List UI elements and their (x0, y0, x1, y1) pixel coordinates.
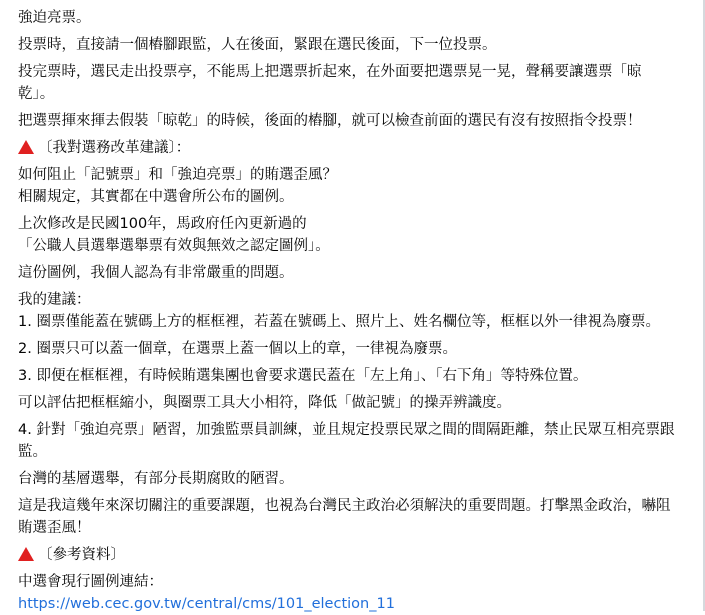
text-line: 賄選歪風！ (18, 520, 91, 536)
post-paragraph (18, 34, 685, 56)
post-paragraph (18, 289, 685, 333)
post-paragraph (18, 571, 685, 615)
text-line: 乾」。 (18, 86, 55, 102)
text-line: 如何阻止「記號票」和「強迫亮票」的賄選歪風？ (18, 167, 337, 183)
text-line: 1. 圈票僅能蓋在號碼上方的框框裡，若蓋在號碼上、照片上、姓名欄位等，框框以外一律視為廢票。 (18, 314, 660, 330)
text-line: 台灣的基層選舉，有部分長期腐敗的陋習。 (18, 471, 294, 487)
text-line: 這是我這幾年來深切關注的重要課題，也視為台灣民主政治必須解決的重要問題。打擊黑金政治，嚇阻 (18, 498, 671, 514)
text-line: 3. 即便在框框裡，有時候賄選集團也會要求選民蓋在「左上角」、「右下角」等特殊位置。 (18, 368, 588, 384)
post-paragraph (18, 419, 685, 463)
text-line: 投完票時，選民走出投票亭，不能馬上把選票折起來，在外面要把選票晃一晃，聲稱要讓選票「晾 (18, 64, 642, 80)
reference-link[interactable]: https://web.cec.gov.tw/central/cms/101_election_11 (18, 596, 395, 612)
post-paragraph (18, 7, 685, 29)
section-heading-label: 〔參考資料〕 (38, 547, 125, 563)
section-heading-reform (18, 137, 685, 159)
red-triangle-icon (18, 547, 34, 561)
text-line: 中選會現行圖例連結： (18, 574, 163, 590)
text-line: 2. 圈票只可以蓋一個章，在選票上蓋一個以上的章，一律視為廢票。 (18, 341, 457, 357)
text-line: 「公職人員選舉選舉票有效與無效之認定圖例」。 (18, 238, 330, 254)
post-paragraph (18, 213, 685, 257)
post-paragraph (18, 392, 685, 414)
post-paragraph (18, 365, 685, 387)
section-heading-references (18, 544, 685, 566)
text-line: 投票時，直接請一個樁腳跟監，人在後面，緊跟在選民後面，下一位投票。 (18, 37, 497, 53)
text-line: 相關規定，其實都在中選會所公布的圖例。 (18, 189, 294, 205)
post-paragraph (18, 262, 685, 284)
text-line: 強迫亮票。 (18, 10, 91, 26)
text-line: 監。 (18, 444, 47, 460)
text-line: 4. 針對「強迫亮票」陋習，加強監票員訓練，並且規定投票民眾之間的間隔距離，禁止民眾互相亮票跟 (18, 422, 675, 438)
text-line: 這份圖例，我個人認為有非常嚴重的問題。 (18, 265, 294, 281)
text-line: 可以評估把框框縮小，與圈票工具大小相符，降低「做記號」的操弄辨識度。 (18, 395, 511, 411)
red-triangle-icon (18, 140, 34, 154)
post-paragraph (18, 338, 685, 360)
text-line: 把選票揮來揮去假裝「晾乾」的時候，後面的樁腳，就可以檢查前面的選民有沒有按照指令投票！ (18, 113, 642, 129)
section-heading-label: 〔我對選務改革建議〕： (38, 140, 191, 156)
post-paragraph (18, 495, 685, 539)
text-line: 上次修改是民國100年，馬政府任內更新過的 (18, 216, 307, 232)
post-paragraph (18, 164, 685, 208)
post-paragraph (18, 110, 685, 132)
post-paragraph (18, 61, 685, 105)
post-paragraph (18, 468, 685, 490)
text-line: 我的建議： (18, 292, 91, 308)
